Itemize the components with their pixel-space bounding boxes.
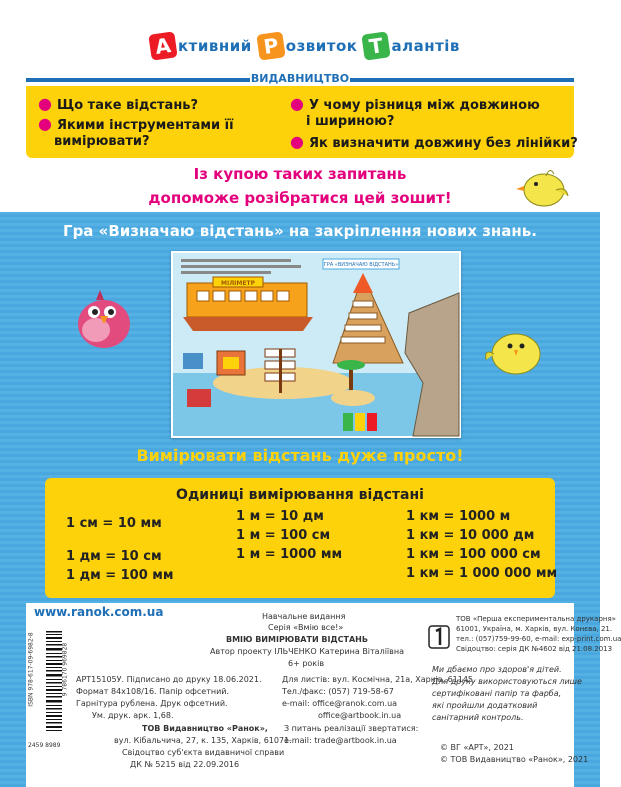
printer-name: ТОВ «Перша експериментальна друкарня» — [456, 615, 616, 623]
publisher-label: ВИДАВНИЦТВО — [250, 72, 350, 85]
printer-cert: Свідоцтво: серія ДК №4602 від 21.08.2013 — [456, 645, 613, 653]
publisher-cert-no: ДК № 5215 від 22.09.2016 — [130, 760, 240, 769]
sales-email[interactable]: e-mail: trade@artbook.in.ua — [284, 736, 397, 745]
unit-km-dm: 1 км = 10 000 дм — [406, 528, 535, 543]
unit-m-cm: 1 м = 100 см — [236, 528, 331, 543]
ship-label: МІЛІМЕТР — [221, 280, 255, 287]
logo-word-3: алантів — [391, 37, 460, 55]
pink-bird-illustration — [66, 282, 140, 356]
contact-phone: Тел./факс: (057) 719-58-67 — [282, 687, 394, 696]
age-rating: 6+ років — [288, 659, 325, 668]
game-title: Гра «Визначаю відстань» на закріплення нових знань. — [63, 222, 537, 240]
barcode-tail: 2459 8989 — [28, 742, 61, 749]
author: Автор проекту ІЛЬЧЕНКО Катерина Віталіївна — [210, 647, 404, 656]
game-board-preview — [171, 251, 461, 438]
logo-word-1: ктивний — [178, 37, 252, 55]
question-2: ● Якими інструментами її — [38, 114, 234, 133]
question-3: ● У чому різниця між довжиною — [290, 94, 540, 113]
logo-letter-r: Р — [256, 31, 285, 60]
health-note-3: сертифіковані папір та фарба, — [432, 689, 562, 698]
unit-cm-mm: 1 см = 10 мм — [66, 516, 162, 531]
tagline: Вимірювати відстань дуже просто! — [136, 446, 464, 465]
barcode-number: 9 786170 969828 — [61, 642, 69, 697]
contact-address: Для листів: вул. Космічна, 21а, Харків, 61145. — [282, 675, 476, 684]
series-logo — [150, 28, 480, 64]
question-4: ● Як визначити довжину без лінійки? — [290, 132, 578, 151]
contact-email-2[interactable]: office@artbook.in.ua — [318, 711, 402, 720]
printer-address: 61001, Україна, м. Харків, вул. Конєва, 21. — [456, 625, 613, 633]
health-note-5: санітарний контроль. — [432, 713, 524, 722]
print-info-1: АРТ15105У. Підписано до друку 18.06.2021. — [76, 675, 262, 684]
unit-km-m: 1 км = 1000 м — [406, 509, 511, 524]
logo-letter-a: А — [148, 31, 177, 60]
unit-m-dm: 1 м = 10 дм — [236, 509, 324, 524]
sales-label: З питань реалізації звертатися: — [284, 724, 419, 733]
yellow-chick-illustration — [480, 320, 552, 380]
unit-m-mm: 1 м = 1000 мм — [236, 547, 343, 562]
unit-dm-cm: 1 дм = 10 см — [66, 549, 162, 564]
question-1: ● Що таке відстань? — [38, 94, 199, 113]
book-title: ВМІЮ ВИМІРЮВАТИ ВІДСТАНЬ — [226, 635, 368, 644]
copyright-art: © ВГ «АРТ», 2021 — [440, 743, 514, 752]
unit-km-mm: 1 км = 1 000 000 мм — [406, 566, 558, 581]
health-note-2: Для друку використовуються лише — [432, 677, 582, 686]
website-link[interactable]: www.ranok.com.ua — [34, 605, 164, 619]
logo-word-2: озвиток — [285, 37, 358, 55]
question-2-cont: вимірювати? — [54, 134, 150, 149]
game-board-art — [173, 253, 459, 436]
isbn: ISBN 978-617-09-6982-8 — [27, 632, 35, 707]
units-title: Одиниці вимірювання відстані — [176, 487, 424, 503]
copyright-ranok: © ТОВ Видавництво «Ранок», 2021 — [440, 755, 589, 764]
intro-text: Із купою таких запитань допоможе розібратися цей зошит! — [148, 165, 452, 207]
chick-illustration-top — [512, 160, 572, 212]
print-info-4: Ум. друк. арк. 1,68. — [92, 711, 174, 720]
edition-type: Навчальне видання — [262, 612, 346, 621]
printer-logo — [428, 625, 450, 649]
health-note-1: Ми дбаємо про здоров'я дітей. — [432, 665, 562, 674]
question-3-cont: і шириною? — [306, 114, 395, 129]
health-note-4: які пройшли додатковий — [432, 701, 538, 710]
unit-dm-mm: 1 дм = 100 мм — [66, 568, 174, 583]
board-label: ГРА «ВИЗНАЧАЮ ВІДСТАНЬ» — [323, 262, 399, 268]
printer-phone: тел.: (057)759-99-60, e-mail: exp-print.com.ua — [456, 635, 621, 643]
logo-letter-t: Т — [362, 31, 391, 60]
publisher-address: вул. Кібальчича, 27, к. 135, Харків, 61071. — [114, 736, 292, 745]
print-info-3: Гарнітура рублена. Друк офсетний. — [76, 699, 228, 708]
series-name: Серія «Вмію все!» — [268, 623, 344, 632]
contact-email-1[interactable]: e-mail: office@ranok.com.ua — [282, 699, 398, 708]
publisher-name: ТОВ Видавництво «Ранок», — [142, 724, 268, 733]
unit-km-cm: 1 км = 100 000 см — [406, 547, 541, 562]
print-info-2: Формат 84x108/16. Папір офсетний. — [76, 687, 230, 696]
publisher-cert: Свідоцтво суб'єкта видавничої справи — [122, 748, 285, 757]
